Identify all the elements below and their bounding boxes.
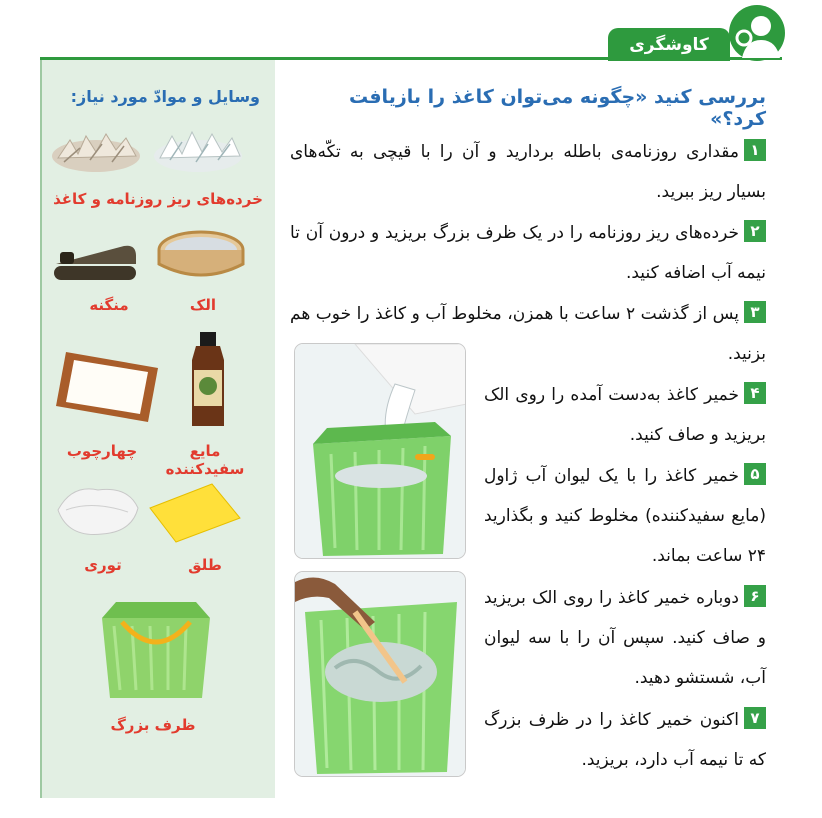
bleach-bottle-image bbox=[178, 330, 238, 430]
step-1 bbox=[290, 132, 766, 212]
step-text: مقداری روزنامه‌ی باطله بردارید و آن را با قیچی به تکّه‌های بسیار ریز ببرید. bbox=[290, 142, 766, 202]
step-number: ۲ bbox=[744, 220, 766, 242]
step-number: ۴ bbox=[744, 382, 766, 404]
step-4 bbox=[484, 375, 766, 455]
step-text: پس از گذشت ۲ ساعت با همزن، مخلوط آب و کاغذ را خوب هم بزنید. bbox=[290, 304, 766, 364]
paper-shreds-image bbox=[152, 122, 244, 174]
step-text: دوباره خمیر کاغذ را روی الک بریزید و صاف کنید. سپس آن را با سه لیوان آب، شستشو دهید. bbox=[484, 588, 766, 688]
label-paper-shreds: خرده‌های ریز روزنامه و کاغذ bbox=[53, 190, 263, 208]
label-container: ظرف بزرگ bbox=[110, 716, 196, 734]
plastic-sheet-image bbox=[146, 480, 242, 544]
step-text: اکنون خمیر کاغذ را در ظرف بزرگ که تا نیمه آب دارد، بریزید. bbox=[484, 710, 766, 770]
section-tag: کاوشگری bbox=[608, 28, 730, 61]
materials-title: وسایل و موادّ مورد نیاز: bbox=[70, 87, 260, 106]
large-container-image bbox=[92, 592, 220, 702]
step-number: ۱ bbox=[744, 139, 766, 161]
step-5 bbox=[484, 456, 766, 576]
researcher-mascot-icon bbox=[728, 4, 786, 62]
newspaper-shreds-image bbox=[50, 122, 142, 174]
sieve-image bbox=[156, 226, 246, 284]
stapler-image bbox=[48, 228, 140, 286]
label-sheet: طلق bbox=[188, 556, 222, 574]
activity-title: بررسی کنید «چگونه می‌توان کاغذ را بازیافت کرد؟» bbox=[349, 86, 766, 130]
step-text: خمیر کاغذ را با یک لیوان آب ژاول (مایع سفیدکننده) مخلوط کنید و بگذارید ۲۴ ساعت بماند. bbox=[484, 466, 766, 566]
label-mesh: توری bbox=[84, 556, 122, 574]
wooden-frame-image bbox=[52, 346, 162, 426]
mesh-cloth-image bbox=[52, 480, 142, 540]
step-number: ۷ bbox=[744, 707, 766, 729]
step-2 bbox=[290, 213, 766, 293]
label-sieve: الک bbox=[189, 296, 217, 314]
step-text: خمیر کاغذ به‌دست آمده را روی الک بریزید و صاف کنید. bbox=[484, 385, 766, 445]
label-frame: چهارچوب bbox=[66, 442, 138, 460]
step-number: ۳ bbox=[744, 301, 766, 323]
photo-pouring-paper bbox=[294, 343, 466, 559]
step-text: خرده‌های ریز روزنامه را در یک ظرف بزرگ بریزید و درون آن تا نیمه آب اضافه کنید. bbox=[290, 223, 766, 283]
panel-edge bbox=[40, 60, 42, 798]
step-6 bbox=[484, 578, 766, 698]
photo-stirring-mixture bbox=[294, 571, 466, 777]
step-7 bbox=[484, 700, 766, 780]
label-stapler: منگنه bbox=[89, 296, 129, 314]
step-number: ۵ bbox=[744, 463, 766, 485]
step-number: ۶ bbox=[744, 585, 766, 607]
label-bleach: مایع سفیدکننده bbox=[165, 442, 245, 478]
